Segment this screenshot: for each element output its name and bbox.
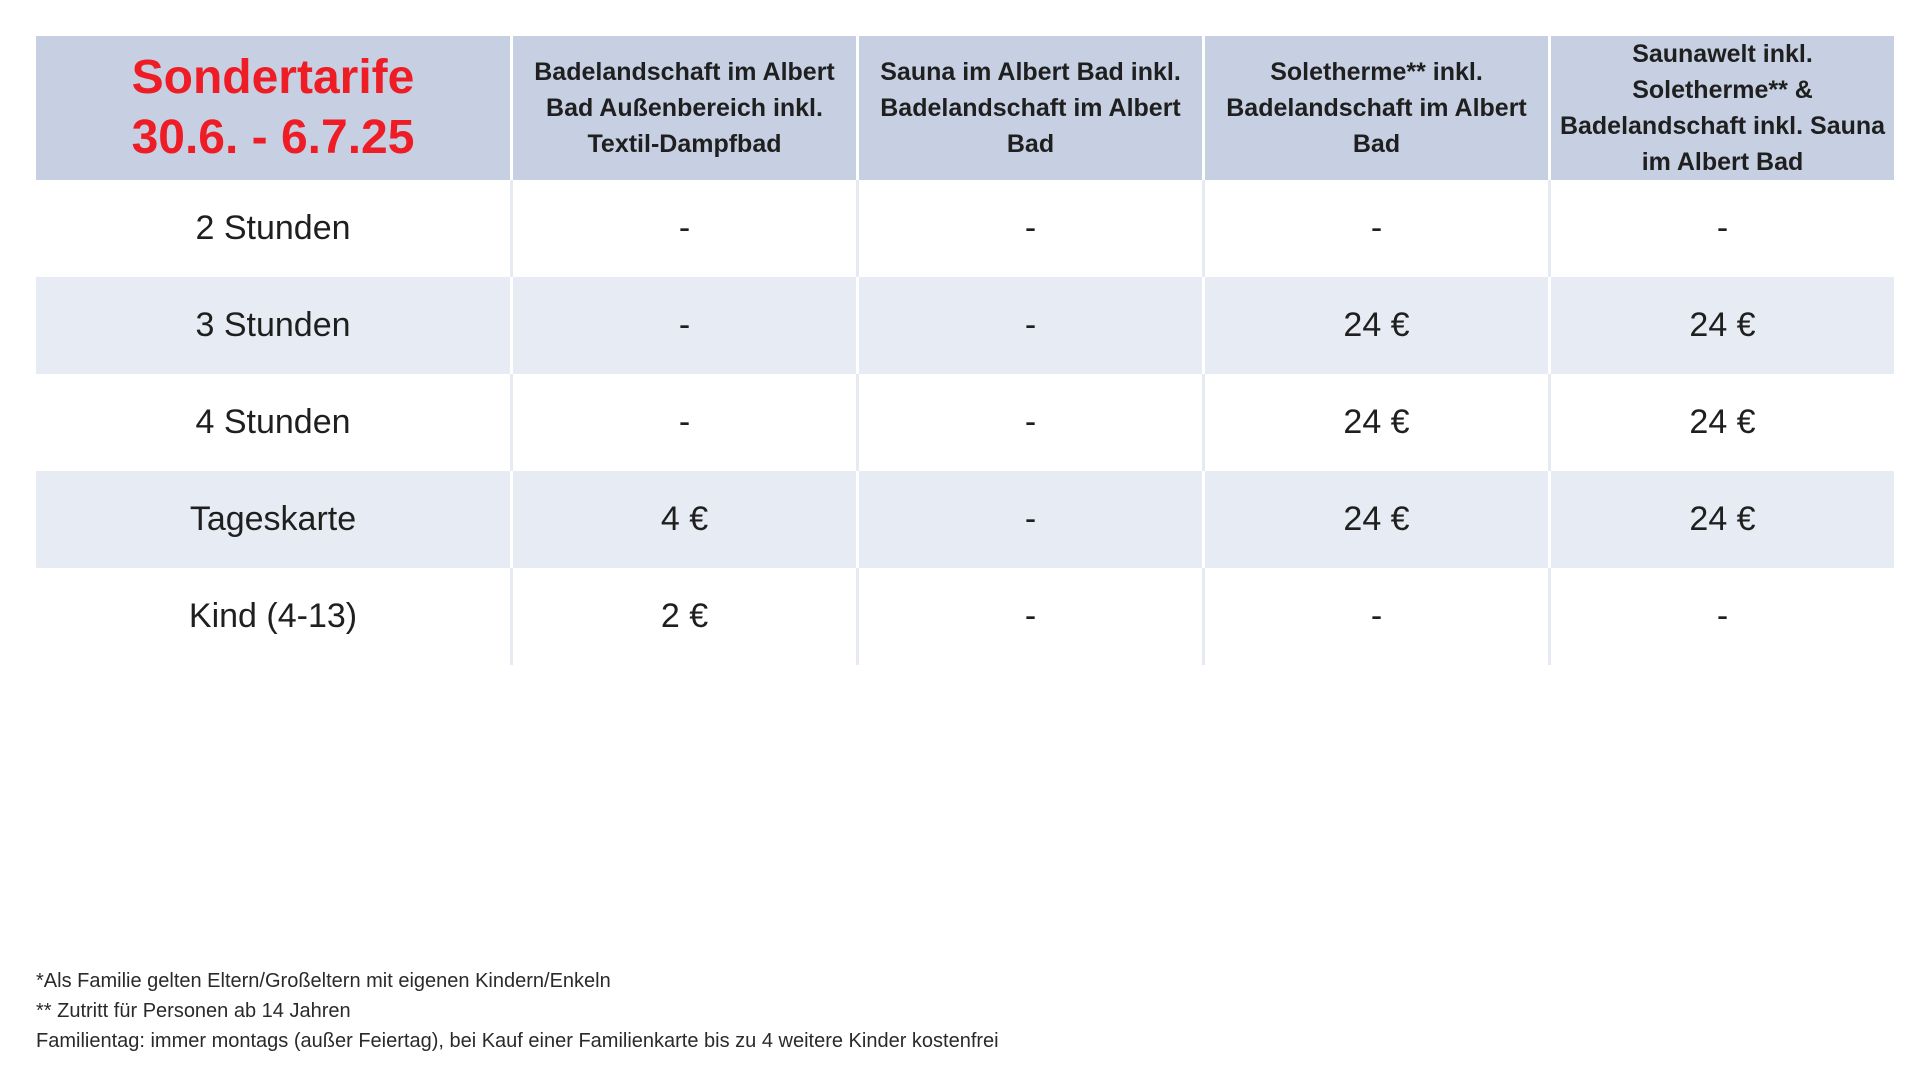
row-label: 2 Stunden xyxy=(195,209,351,247)
column-header-soletherme: Soletherme** inkl. Badelandschaft im Albert Bad xyxy=(1202,36,1548,180)
footnote-family-day: Familientag: immer montags (außer Feiertag), bei Kauf einer Familienkarte bis zu 4 weitere Kinder kostenfrei xyxy=(36,1030,999,1052)
price-cell: - xyxy=(1548,568,1894,665)
price-cell: 24 € xyxy=(1202,374,1548,471)
price-cell: - xyxy=(856,180,1202,277)
header-row xyxy=(36,36,1894,180)
column-header-saunawelt: Saunawelt inkl. Soletherme** & Badelandschaft inkl. Sauna im Albert Bad xyxy=(1548,36,1894,180)
price-cell: - xyxy=(1202,568,1548,665)
table-row xyxy=(36,180,1894,277)
price-cell: - xyxy=(856,568,1202,665)
price-cell: 24 € xyxy=(1548,277,1894,374)
table-title xyxy=(36,36,510,180)
column-header-sauna: Sauna im Albert Bad inkl. Badelandschaft im Albert Bad xyxy=(856,36,1202,180)
column-header-badelandschaft: Badelandschaft im Albert Bad Außenbereich inkl. Textil-Dampfbad xyxy=(510,36,856,180)
row-label: Kind (4-13) xyxy=(188,597,358,635)
price-cell: - xyxy=(510,277,856,374)
footnote-age-restriction: ** Zutritt für Personen ab 14 Jahren xyxy=(36,1000,351,1022)
price-cell: 24 € xyxy=(1202,471,1548,568)
price-cell: 24 € xyxy=(1548,471,1894,568)
price-cell: - xyxy=(1202,180,1548,277)
table-row xyxy=(36,277,1894,374)
row-label: 3 Stunden xyxy=(36,277,510,374)
title-line-1: Sondertarife xyxy=(131,51,415,104)
footnote-family-definition: *Als Familie gelten Eltern/Großeltern mit eigenen Kindern/Enkeln xyxy=(36,970,611,992)
price-cell: - xyxy=(856,471,1202,568)
row-label: 4 Stunden xyxy=(195,403,351,441)
footnotes xyxy=(36,966,999,1056)
table-row xyxy=(36,568,1894,665)
price-cell: 24 € xyxy=(1548,374,1894,471)
price-cell: 2 € xyxy=(510,568,856,665)
price-table xyxy=(36,36,1894,665)
price-cell: - xyxy=(1548,180,1894,277)
title-line-2: 30.6. - 6.7.25 xyxy=(131,111,415,164)
row-label: Tageskarte xyxy=(36,471,510,568)
price-cell: - xyxy=(856,277,1202,374)
table-row xyxy=(36,374,1894,471)
price-cell: - xyxy=(856,374,1202,471)
price-cell: - xyxy=(510,180,856,277)
price-cell: 4 € xyxy=(510,471,856,568)
table-row xyxy=(36,471,1894,568)
price-cell: 24 € xyxy=(1202,277,1548,374)
price-cell: - xyxy=(510,374,856,471)
